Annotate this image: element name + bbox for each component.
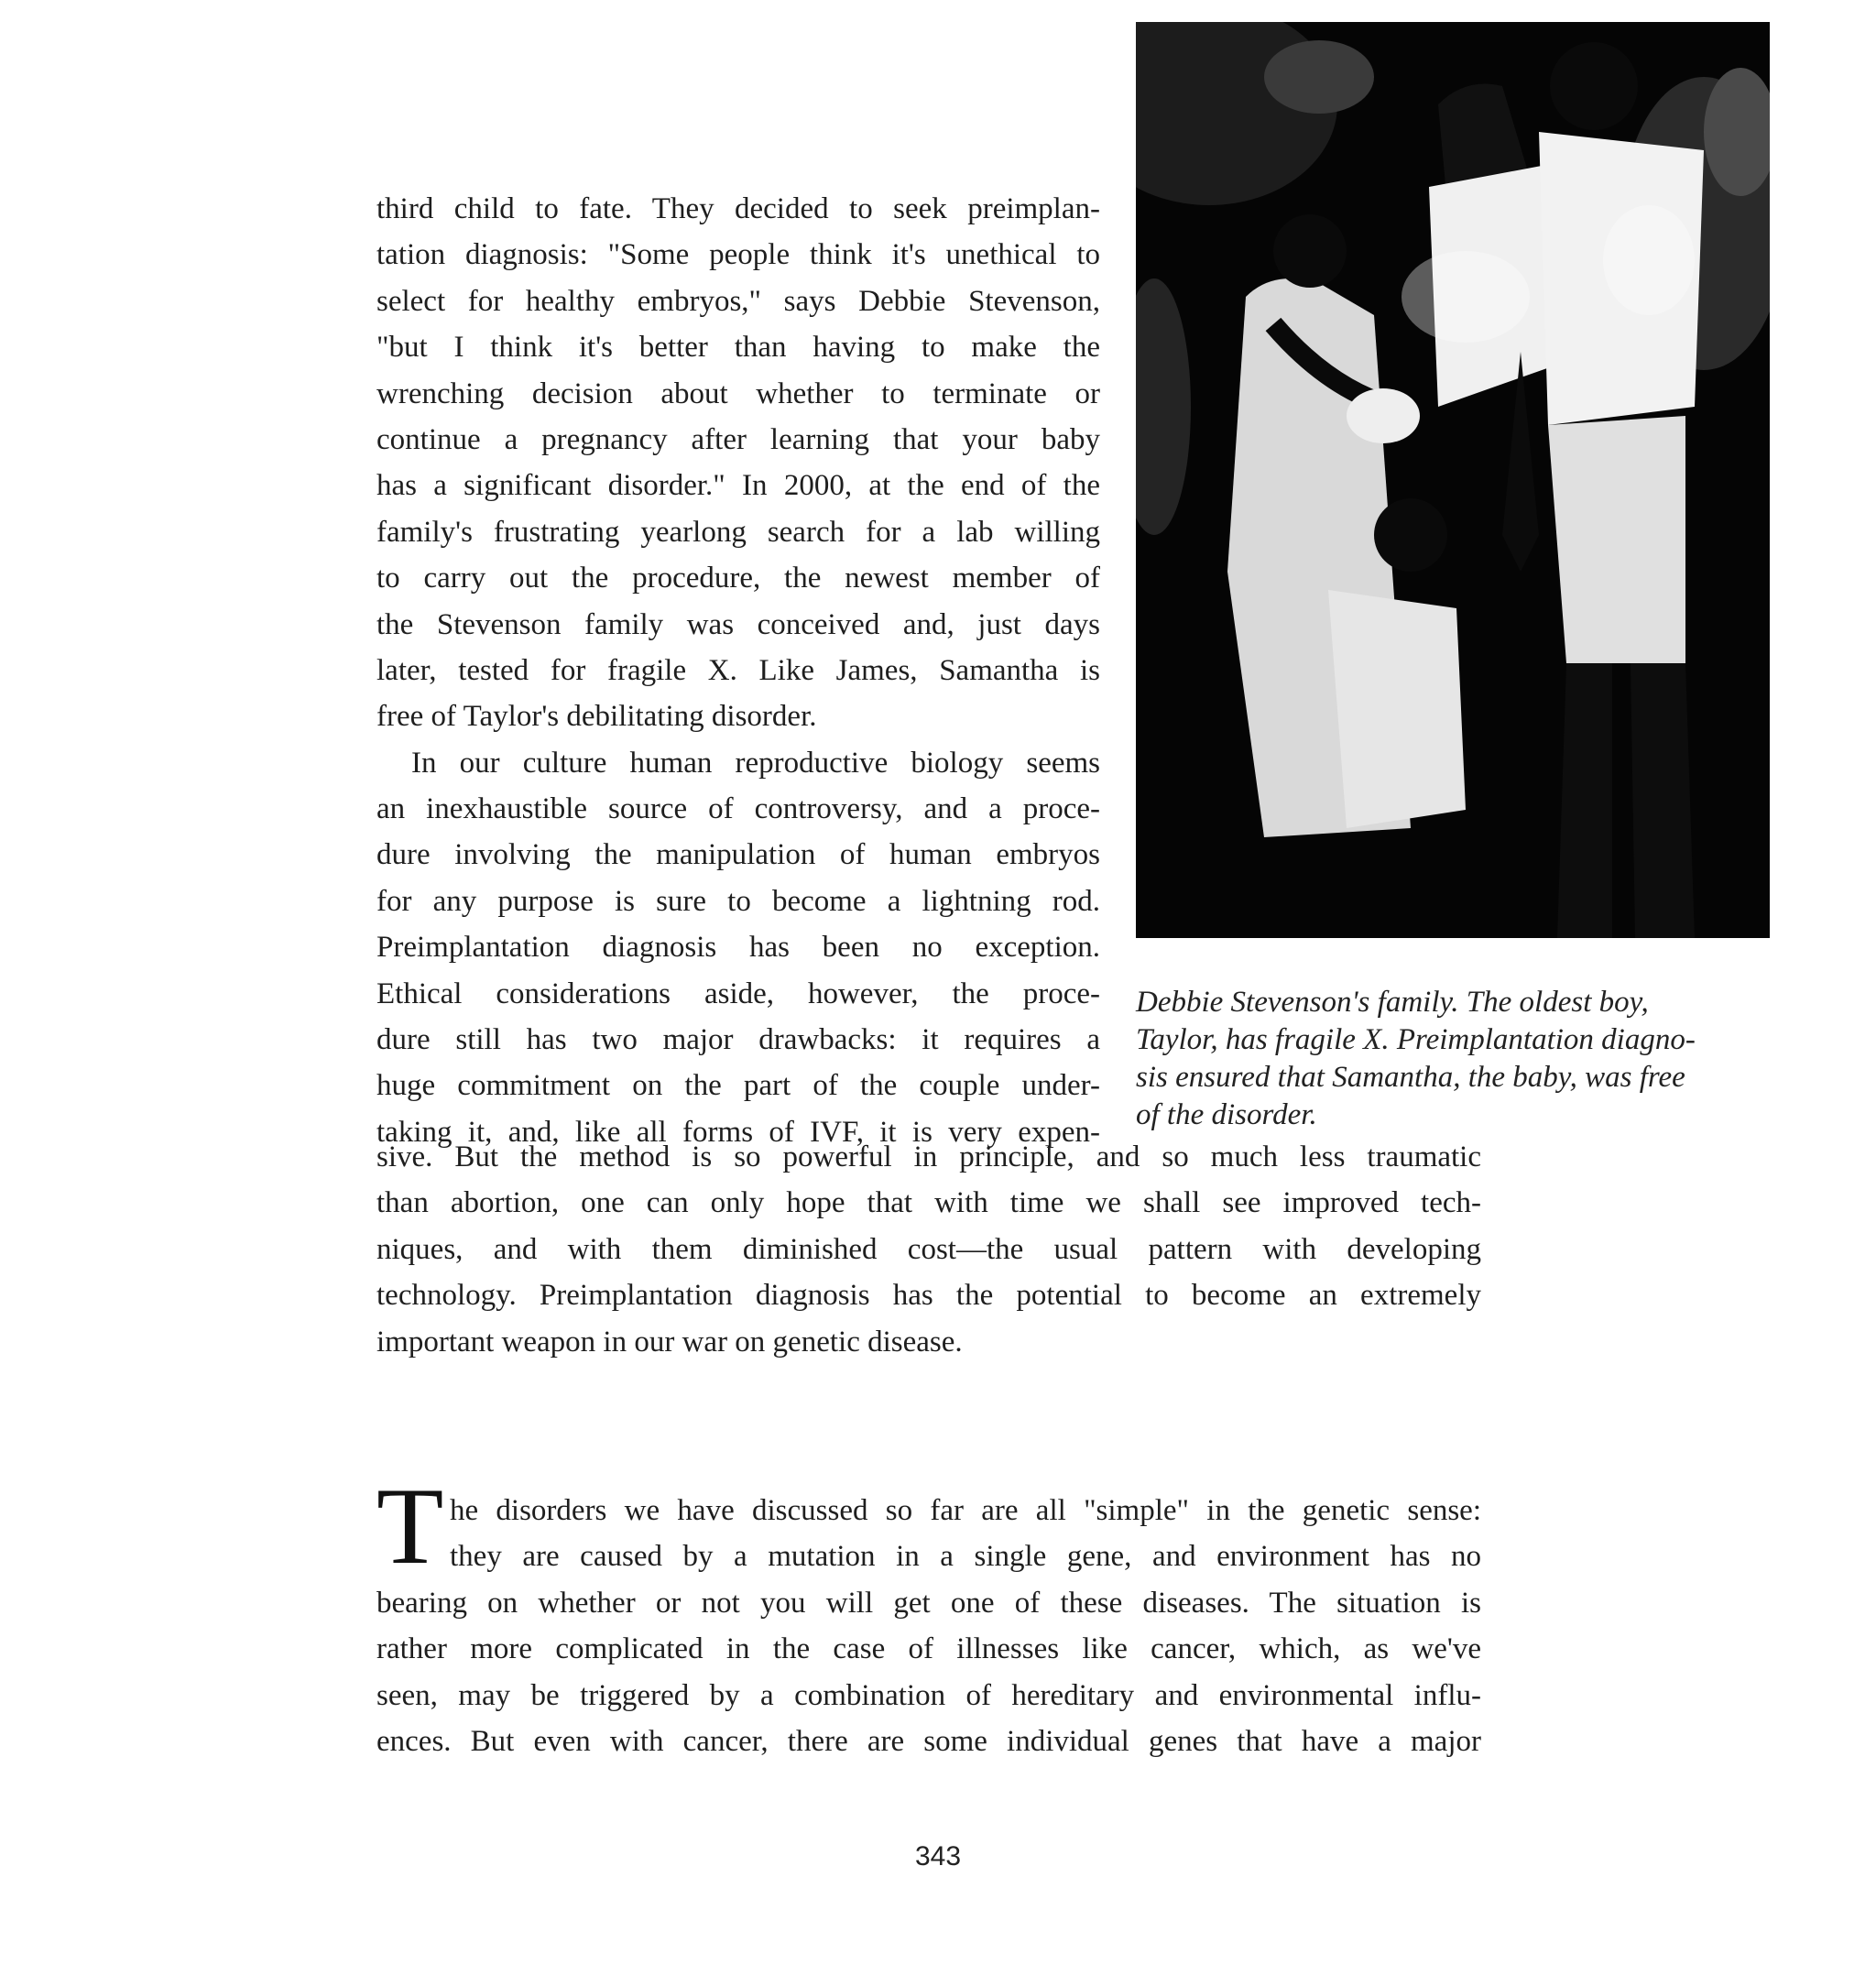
body-column-narrow [376, 186, 1100, 1155]
caption-line: sis ensured that Samantha, the baby, was free [1136, 1061, 1685, 1094]
text-line: free of Taylor's debilitating disorder. [376, 700, 817, 734]
text-line: dure involving the manipulation of human embryos [376, 838, 1100, 872]
text-line: Ethical considerations aside, however, the proce- [376, 977, 1100, 1010]
text-line: bearing on whether or not you will get one of these diseases. The situation is [376, 1586, 1481, 1620]
text-line: family's frustrating yearlong search for a lab willing [376, 515, 1100, 549]
caption-line: of the disorder. [1136, 1098, 1317, 1131]
text-line: an inexhaustible source of controversy, and a proce- [376, 792, 1100, 826]
body-column-wide [376, 1134, 1481, 1365]
text-line: huge commitment on the part of the couple under- [376, 1069, 1100, 1103]
text-line: than abortion, one can only hope that with time we shall see improved tech- [376, 1186, 1481, 1220]
text-line: taking it, and, like all forms of IVF, it is very expen- [376, 1115, 1100, 1149]
family-photo [1136, 22, 1770, 938]
text-line: third child to fate. They decided to seek preimplan- [376, 192, 1100, 225]
text-line: for any purpose is sure to become a lightning rod. [376, 884, 1100, 918]
text-line: the Stevenson family was conceived and, just days [376, 607, 1100, 641]
text-line: continue a pregnancy after learning that your baby [376, 422, 1100, 456]
section-opening-paragraph [376, 1488, 1481, 1764]
text-line: sive. But the method is so powerful in principle, and so much less traumatic [376, 1140, 1481, 1173]
text-line: niques, and with them diminished cost—the usual pattern with developing [376, 1232, 1481, 1266]
text-line: important weapon in our war on genetic disease. [376, 1325, 963, 1359]
text-line: dure still has two major drawbacks: it requires a [376, 1023, 1100, 1057]
drop-cap: T [376, 1465, 444, 1587]
text-line: he disorders we have discussed so far are all "simple" in the genetic sense: [450, 1494, 1481, 1527]
text-line: "but I think it's better than having to make the [376, 331, 1100, 365]
caption-line: Debbie Stevenson's family. The oldest boy, [1136, 986, 1649, 1019]
photo-caption [1136, 984, 1722, 1134]
caption-line: Taylor, has fragile X. Preimplantation diagno- [1136, 1023, 1696, 1056]
page-number: 343 [914, 1841, 962, 1871]
text-line: rather more complicated in the case of illnesses like cancer, which, as we've [376, 1632, 1481, 1666]
text-line: technology. Preimplantation diagnosis has the potential to become an extremely [376, 1279, 1481, 1313]
text-line: to carry out the procedure, the newest member of [376, 562, 1100, 595]
text-line: ences. But even with cancer, there are some individual genes that have a major [376, 1724, 1481, 1758]
text-line: Preimplantation diagnosis has been no exception. [376, 931, 1100, 965]
text-line: In our culture human reproductive biology seems [411, 746, 1100, 780]
text-line: later, tested for fragile X. Like James, Samantha is [376, 653, 1100, 687]
text-line: they are caused by a mutation in a single gene, and environment has no [450, 1540, 1481, 1574]
text-line: has a significant disorder." In 2000, at the end of the [376, 469, 1100, 503]
text-line: seen, may be triggered by a combination of hereditary and environmental influ- [376, 1678, 1481, 1712]
family-photo-graphic [1136, 22, 1770, 938]
text-line: wrenching decision about whether to terminate or [376, 376, 1100, 410]
text-line: tation diagnosis: "Some people think it's unethical to [376, 238, 1100, 272]
text-line: select for healthy embryos," says Debbie Stevenson, [376, 284, 1100, 318]
